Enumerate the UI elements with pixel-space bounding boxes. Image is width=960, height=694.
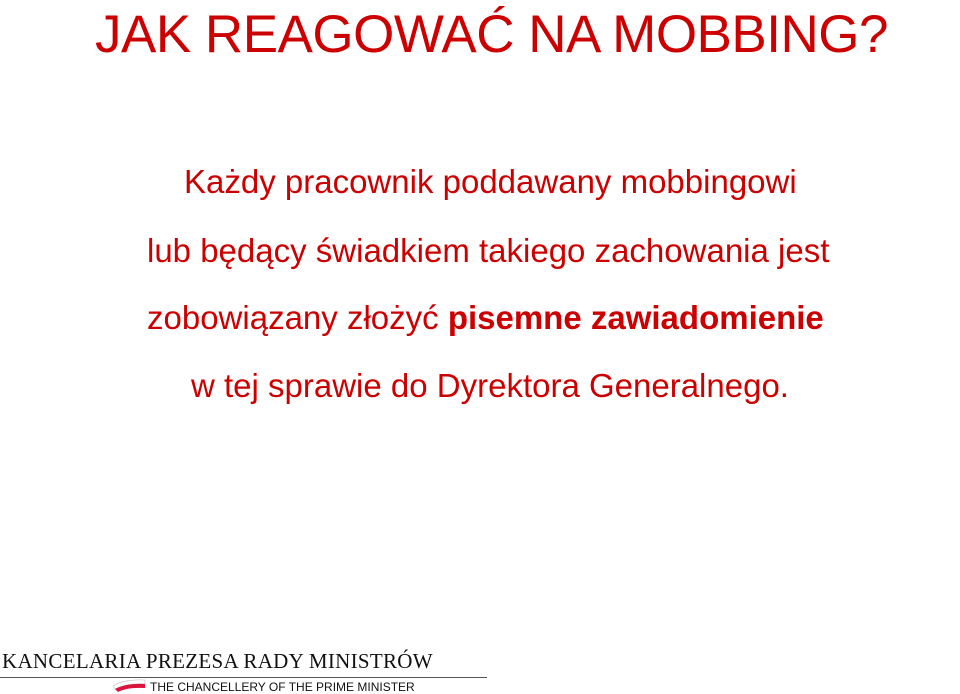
footer-divider — [0, 677, 487, 678]
body-line-2: lub będący świadkiem takiego zachowania jest — [147, 232, 830, 269]
body-line-3-regular: zobowiązany złożyć — [147, 299, 448, 336]
body-line-3 — [147, 299, 824, 337]
body-line-3-bold: pisemne zawiadomienie — [447, 299, 824, 336]
polish-flag-icon — [112, 677, 146, 693]
body-line-1: Każdy pracownik poddawany mobbingowi — [184, 163, 797, 200]
body-line-4: w tej sprawie do Dyrektora Generalnego. — [191, 367, 789, 404]
footer-name-en: THE CHANCELLERY OF THE PRIME MINISTER — [150, 680, 415, 694]
footer-name-pl: KANCELARIA PREZESA RADY MINISTRÓW — [2, 649, 433, 673]
page-title: JAK REAGOWAĆ NA MOBBING? — [95, 5, 888, 64]
